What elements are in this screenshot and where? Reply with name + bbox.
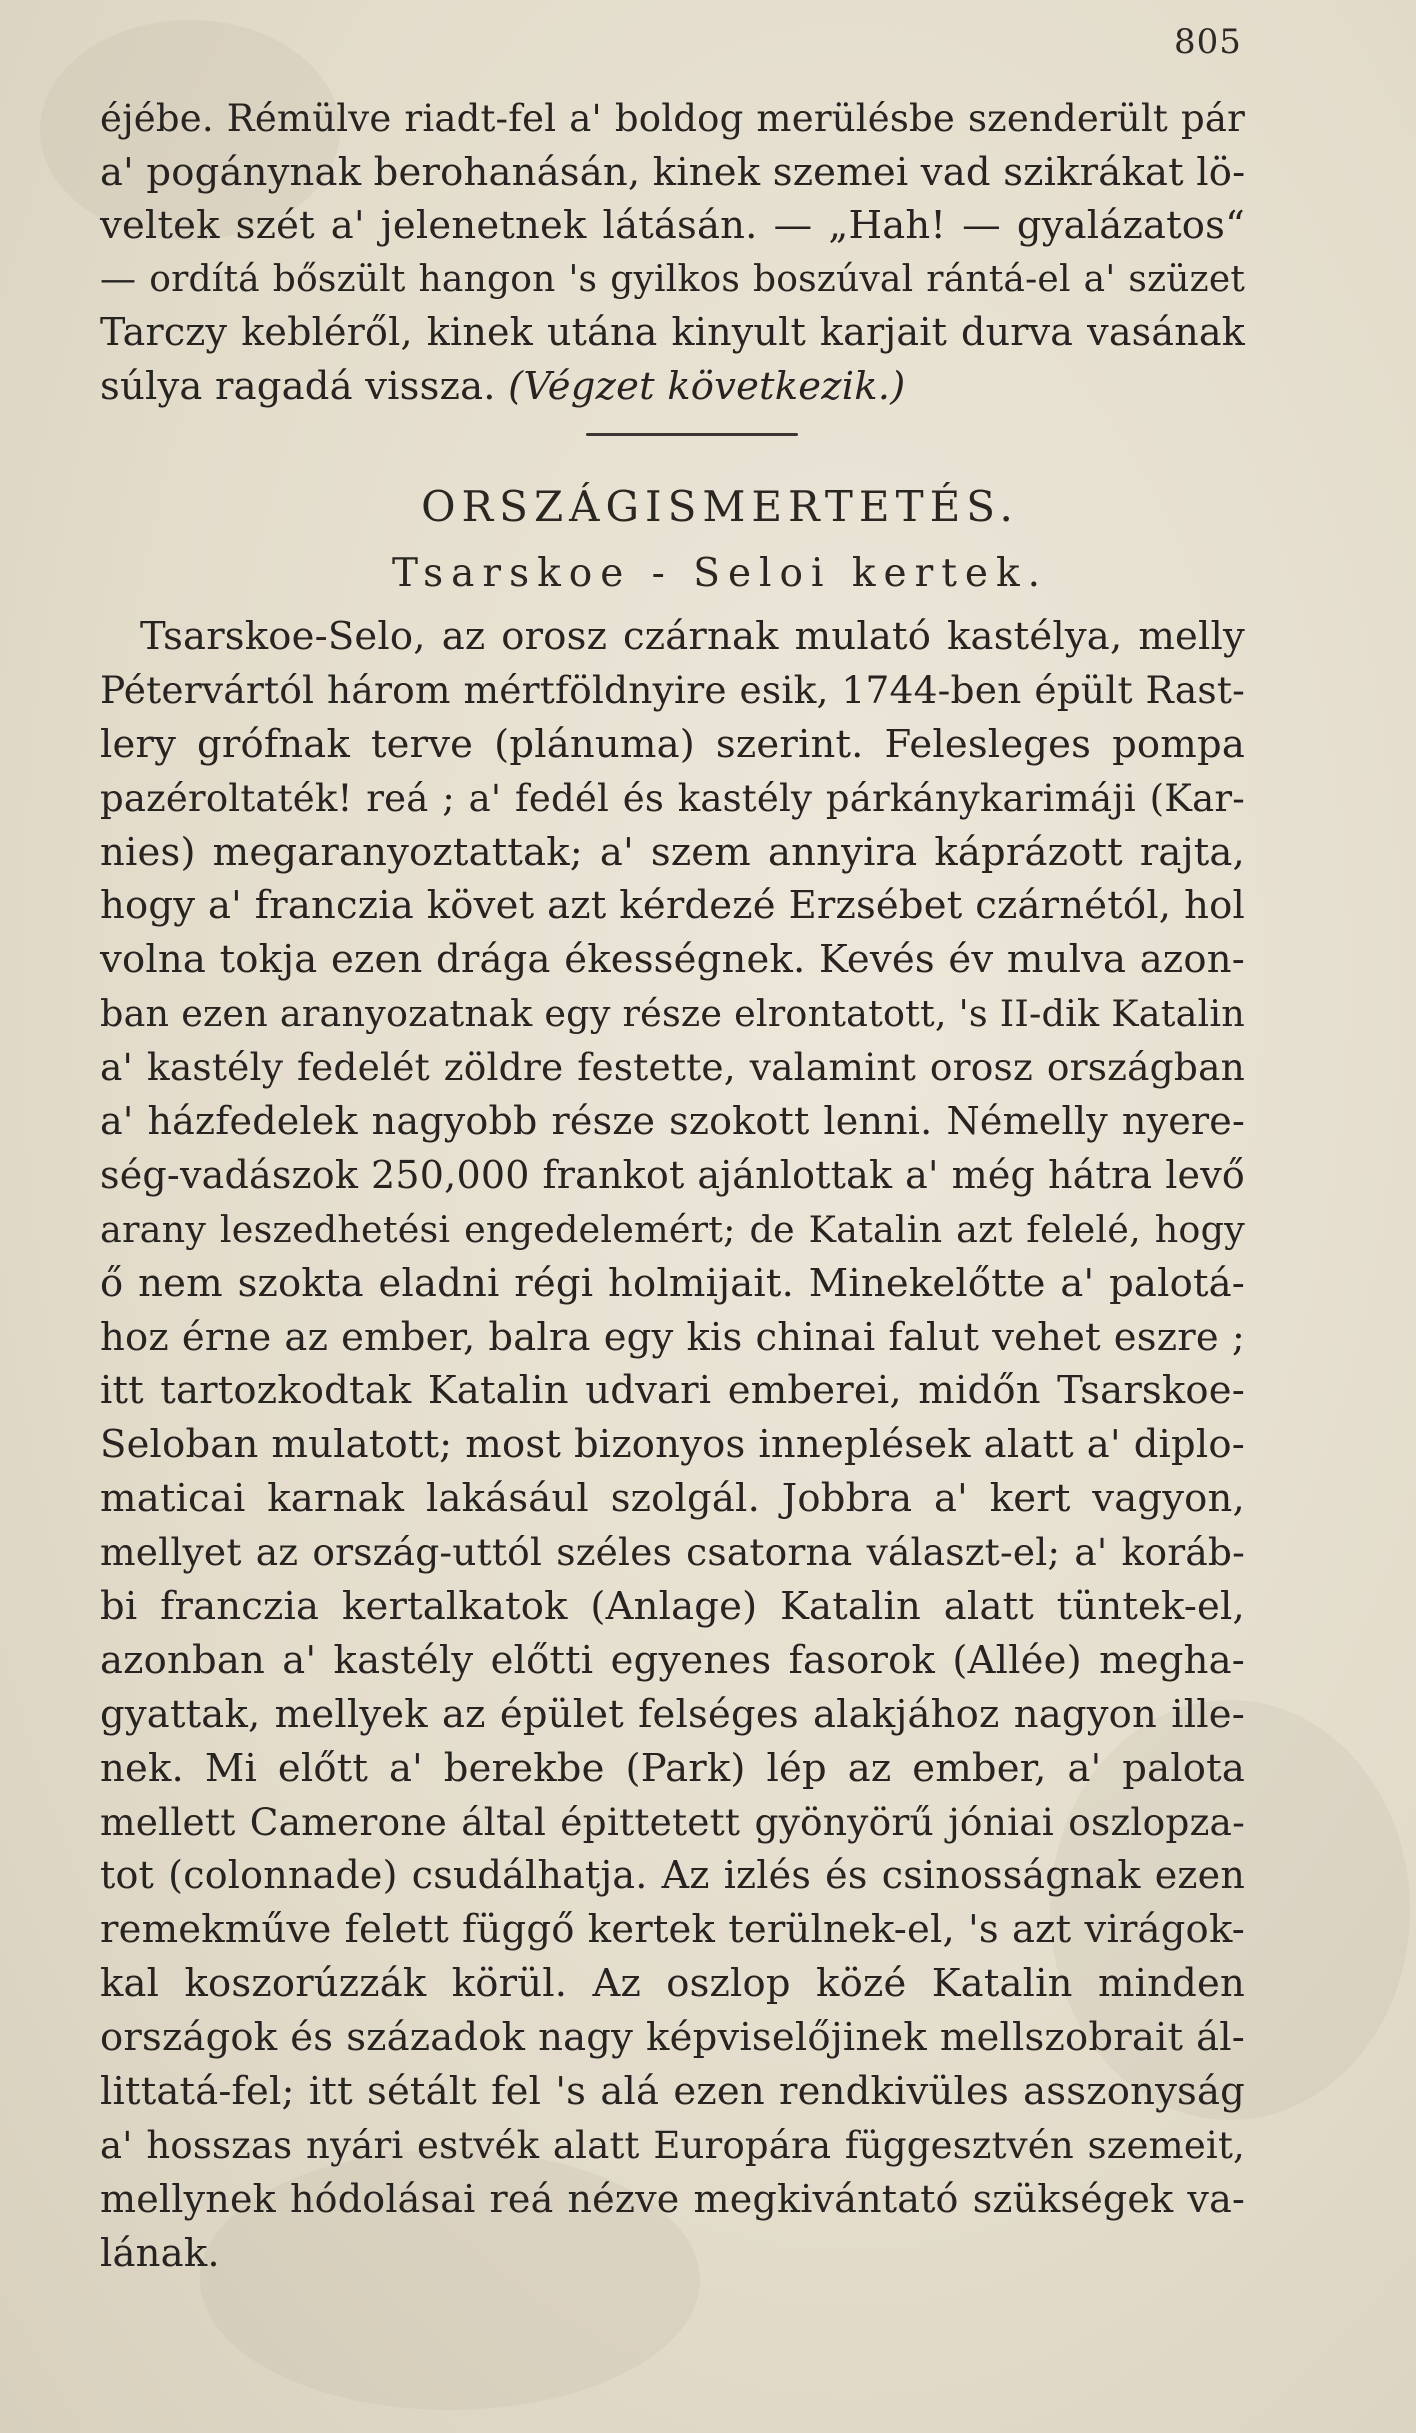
- text-line: maticai karnak lakásául szolgál. Jobbra a' kert vagyon,: [100, 1476, 1245, 1522]
- text-line: gyattak, mellyek az épület felséges alakjához nagyon ille-: [100, 1691, 1245, 1737]
- text-line: [100, 360, 1245, 414]
- text-line: nies) megaranyoztattak; a' szem annyira káprázott rajta,: [100, 829, 1245, 875]
- text-line: littatá-fel; itt sétált fel 's alá ezen rendkivüles asszonyság: [100, 2069, 1245, 2115]
- text-line: Seloban mulatott; most bizonyos inneplések alatt a' diplo-: [100, 1422, 1245, 1468]
- article-subtitle: Tsarskoe - Seloi kertek.: [391, 551, 1049, 596]
- text-line: pazéroltaték! reá ; a' fedél és kastély párkánykarimáji (Kar-: [100, 776, 1245, 820]
- text-line: arany leszedhetési engedelemért; de Katalin azt felelé, hogy: [100, 1207, 1245, 1251]
- article-body: [100, 610, 1245, 2281]
- text-line: hogy a' franczia követ azt kérdezé Erzsébet czárnétól, hol: [100, 883, 1245, 929]
- text-line-end: súlya ragadá vissza.: [100, 363, 496, 409]
- text-line: — ordítá bőszült hangon 's gyilkos boszúval rántá-el a' szüzet: [100, 258, 1245, 300]
- text-line: országok és századok nagy képviselőjinek mellszobrait ál-: [100, 2015, 1245, 2061]
- text-line: a' hosszas nyári estvék alatt Europára függesztvén szemeit,: [100, 2123, 1245, 2167]
- text-line: Tsarskoe-Selo, az orosz czárnak mulató kastélya, melly: [140, 614, 1245, 659]
- text-line: azonban a' kastély előtti egyenes fasorok (Allée) megha-: [100, 1637, 1245, 1683]
- text-line: Tarczy kebléről, kinek utána kinyult karjait durva vasának: [100, 310, 1245, 354]
- text-line: ban ezen aranyozatnak egy része elrontatott, 's II-dik Katalin: [100, 992, 1245, 1036]
- text-line: bi franczia kertalkatok (Anlage) Katalin alatt tüntek-el,: [100, 1584, 1245, 1630]
- section-divider: [586, 433, 798, 436]
- text-line: hoz érne az ember, balra egy kis chinai falut vehet eszre ;: [100, 1314, 1245, 1360]
- page-number: 805: [1174, 22, 1242, 62]
- text-line: a' házfedelek nagyobb része szokott lenni. Némelly nyere-: [100, 1099, 1245, 1144]
- text-line: mellett Camerone által épittetett gyönyörű jóniai oszlopza-: [100, 1799, 1245, 1844]
- text-line: remekműve felett függő kertek terülnek-el, 's azt virágok-: [100, 1907, 1245, 1953]
- text-line: lery grófnak terve (plánuma) szerint. Felesleges pompa: [100, 721, 1245, 767]
- continuation-note: (Végzet következik.): [508, 363, 906, 409]
- text-line: volna tokja ezen drága ékességnek. Kevés év mulva azon-: [100, 937, 1245, 983]
- text-line: mellyet az ország-uttól széles csatorna választ-el; a' koráb-: [100, 1530, 1245, 1575]
- text-line: tot (colonnade) csudálhatja. Az izlés és csinosságnak ezen: [100, 1853, 1245, 1898]
- text-line: Pétervártól három mértföldnyire esik, 1744-ben épült Rast-: [100, 667, 1245, 712]
- text-line: ség-vadászok 250,000 frankot ajánlottak a' még hátra levő: [100, 1152, 1245, 1197]
- text-line: mellynek hódolásai reá nézve megkivántató szükségek va-: [100, 2176, 1245, 2221]
- text-line: ő nem szokta eladni régi holmijait. Minekelőtte a' palotá-: [100, 1260, 1245, 1306]
- text-line: itt tartozkodtak Katalin udvari emberei, midőn Tsarskoe-: [100, 1368, 1245, 1414]
- text-line: nek. Mi előtt a' berekbe (Park) lép az ember, a' palota: [100, 1745, 1245, 1791]
- text-line: éjébe. Rémülve riadt-fel a' boldog merülésbe szenderült pár: [100, 97, 1245, 140]
- text-line: a' kastély fedelét zöldre festette, valamint orosz országban: [100, 1045, 1245, 1090]
- text-line: lának.: [100, 2230, 220, 2276]
- section-title: ORSZÁGISMERTETÉS.: [421, 482, 1019, 531]
- text-line: veltek szét a' jelenetnek látásán. — „Hah! — gyalázatos“: [100, 203, 1245, 248]
- text-line: kal koszorúzzák körül. Az oszlop közé Katalin minden: [100, 1961, 1245, 2007]
- text-line: a' pogánynak berohanásán, kinek szemei vad szikrákat lö-: [100, 149, 1246, 195]
- previous-story-ending: [100, 92, 1245, 413]
